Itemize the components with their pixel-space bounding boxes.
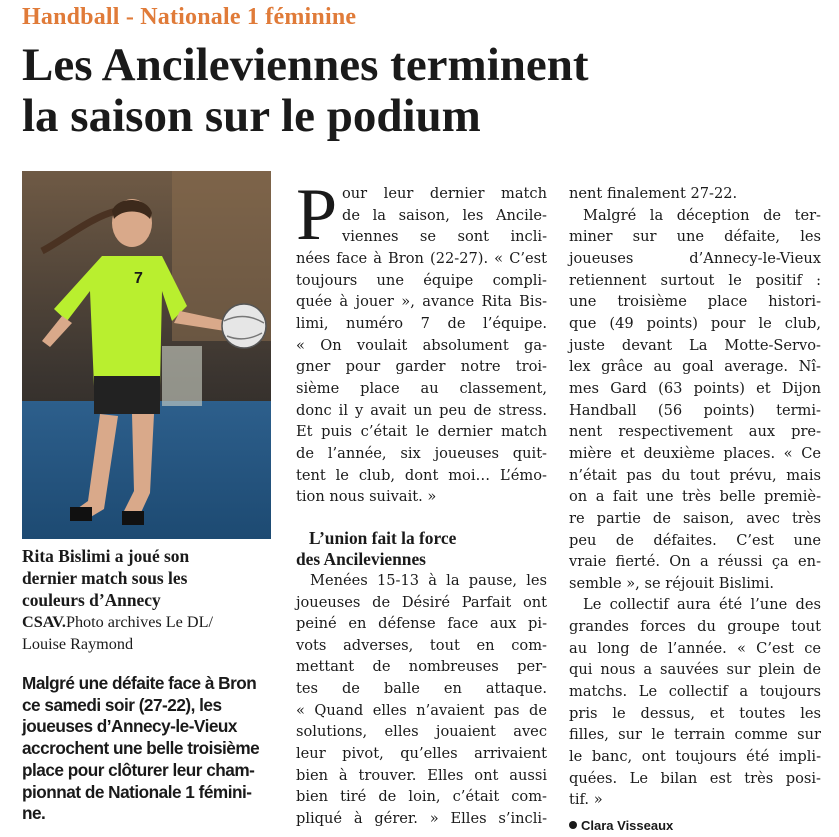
article-column-2	[569, 183, 821, 837]
text-line: mettant de nombreuses per-	[296, 658, 547, 676]
text-line: solutions, elles jouaient avec	[296, 723, 547, 741]
intro-paragraph	[296, 174, 547, 256]
text-line: tion nous suivait. »	[296, 488, 437, 506]
caption-credit-line: Louise Raymond	[22, 635, 134, 653]
text-line: Menées 15-13 à la pause, les	[310, 571, 547, 589]
text-line: « Quand elles n’avaient pas de	[296, 701, 547, 719]
standfirst-line: joueuses d’Annecy-le-Vieux	[22, 716, 237, 737]
text-line: tif. »	[569, 791, 603, 809]
caption-line: Rita Bislimi a joué son	[22, 546, 190, 566]
article-photo	[22, 171, 271, 539]
text-line: « On voulait absolument ga-	[296, 336, 547, 354]
text-line: quées. Le bilan est très posi-	[569, 769, 821, 787]
caption-line: dernier match sous les	[22, 568, 188, 588]
text-line: our leur dernier match	[342, 185, 547, 202]
caption-credit-line	[22, 611, 274, 633]
text-line: juste devant La Motte-Servo-	[569, 336, 821, 354]
handball-ball	[222, 304, 266, 348]
article-standfirst	[22, 673, 277, 825]
text-line: miner sur une défaite, les	[569, 228, 821, 246]
text-line: que (49 points) pour le club,	[569, 314, 821, 332]
handball-player-photo	[22, 171, 271, 539]
caption-credit: Photo archives Le DL/	[65, 613, 213, 631]
headline-line: Les Ancileviennes terminent	[22, 39, 589, 91]
text-line: tent le club, dont moi… L’émo-	[296, 466, 547, 484]
photo-caption	[22, 545, 274, 655]
jersey-number: 7	[134, 270, 143, 287]
standfirst-line: Malgré une défaite face à Bron	[22, 673, 257, 693]
text-line: filles, sur le terrain comme sur	[569, 726, 821, 744]
text-line: matchs. Le collectif a toujours	[569, 683, 821, 701]
text-line: tes de balle en attaque.	[296, 680, 547, 698]
standfirst-line: ne.	[22, 803, 46, 824]
text-line: vraie fierté. On a réussi ça en-	[569, 553, 821, 571]
text-line: gner pour garder notre troi-	[296, 358, 547, 376]
text-line: joueuses d’Annecy-le-Vieux	[569, 249, 821, 267]
article-kicker: Handball - Nationale 1 féminine	[22, 4, 357, 30]
author-name: Clara Visseaux	[581, 818, 674, 834]
text-line: peiné en défense face aux pi-	[296, 615, 547, 633]
text-line: vots adverses, tout en com-	[296, 636, 547, 654]
right-shoe	[122, 511, 144, 525]
author-signature	[569, 815, 821, 837]
text-line: grandes forces du groupe tout	[569, 618, 821, 636]
text-line: peu de défaites. C’est une	[569, 531, 821, 549]
text-line: n’était pas du tout prévu, mais	[569, 466, 821, 484]
standfirst-line: ce samedi soir (27-22), les	[22, 694, 222, 715]
text-line: Malgré la déception de ter-	[583, 206, 821, 224]
text-line: bien à trouver. Elles ont aussi	[296, 766, 547, 784]
text-line: Et puis c’était le dernier match	[296, 423, 547, 441]
text-line: au long de l’année. « C’est ce	[569, 639, 821, 657]
text-line: Handball (56 points) termi-	[569, 401, 821, 419]
left-shoe	[70, 507, 92, 521]
text-line: donc il y avait un peu de stress.	[296, 401, 547, 419]
text-line: semble », se réjouit Bislimi.	[569, 574, 775, 592]
intertitle: L’union fait la force	[309, 527, 457, 548]
caption-credit-bold: CSAV.	[22, 613, 66, 631]
text-line: qui nous a sauvées sur plein de	[569, 661, 821, 679]
text-line: bien tiré de loin, c’était com-	[296, 788, 547, 806]
article-headline	[22, 40, 822, 142]
text-line: une troisième place histori-	[569, 293, 821, 311]
text-line: nent finalement 27-22.	[569, 185, 738, 202]
text-line: pliqué à gérer. » Elles s’incli-	[296, 810, 547, 828]
caption-line: couleurs d’Annecy	[22, 590, 161, 610]
article-column-1	[296, 174, 547, 830]
text-line: mes Gard (63 points) et Dijon	[569, 379, 821, 397]
text-line: le banc, ont toujours été impli-	[569, 748, 821, 766]
text-line: toujours une équipe compli-	[296, 271, 547, 289]
text-line: leur pivot, qu’elles arrivaient	[296, 745, 547, 763]
standfirst-line: pionnat de Nationale 1 fémini-	[22, 781, 252, 802]
text-line: re partie de saison, avec très	[569, 509, 821, 527]
text-line: lex grâce au goal average. Nî-	[569, 358, 821, 376]
text-line: viennes se sont incli-	[342, 228, 547, 246]
paragraph-gap	[296, 508, 547, 528]
standfirst-line: place pour clôturer leur cham-	[22, 759, 255, 780]
text-line: sième place au classement,	[296, 379, 547, 397]
text-line: retiennent surtout le positif :	[569, 271, 821, 289]
text-line: quée à jouer », avance Rita Bis-	[296, 293, 547, 311]
bench-sign	[162, 346, 202, 406]
drop-cap: P	[296, 174, 338, 256]
standfirst-line: accrochent une belle troisième	[22, 738, 260, 759]
intertitle: des Ancileviennes	[296, 548, 426, 569]
headline-line: la saison sur le podium	[22, 90, 481, 142]
text-line: limi, numéro 7 de l’équipe.	[296, 314, 547, 332]
text-line: Le collectif aura été l’une des	[583, 596, 821, 614]
text-line: joueuses de Désiré Parfait ont	[296, 593, 547, 611]
text-line: de l’année, six joueuses quit-	[296, 444, 547, 462]
text-line: pris le dessus, et toutes les	[569, 704, 821, 722]
text-line: on a fait une très belle premiè-	[569, 488, 821, 506]
text-line: nent respectivement aux pre-	[569, 423, 821, 441]
text-line: mière et deuxième places. « Ce	[569, 444, 821, 462]
player-shorts	[94, 376, 160, 414]
text-line: de la saison, les Ancile-	[342, 206, 547, 224]
bullet-icon	[569, 821, 577, 829]
text-line: nées face à Bron (22-27). « C’est	[296, 249, 547, 267]
